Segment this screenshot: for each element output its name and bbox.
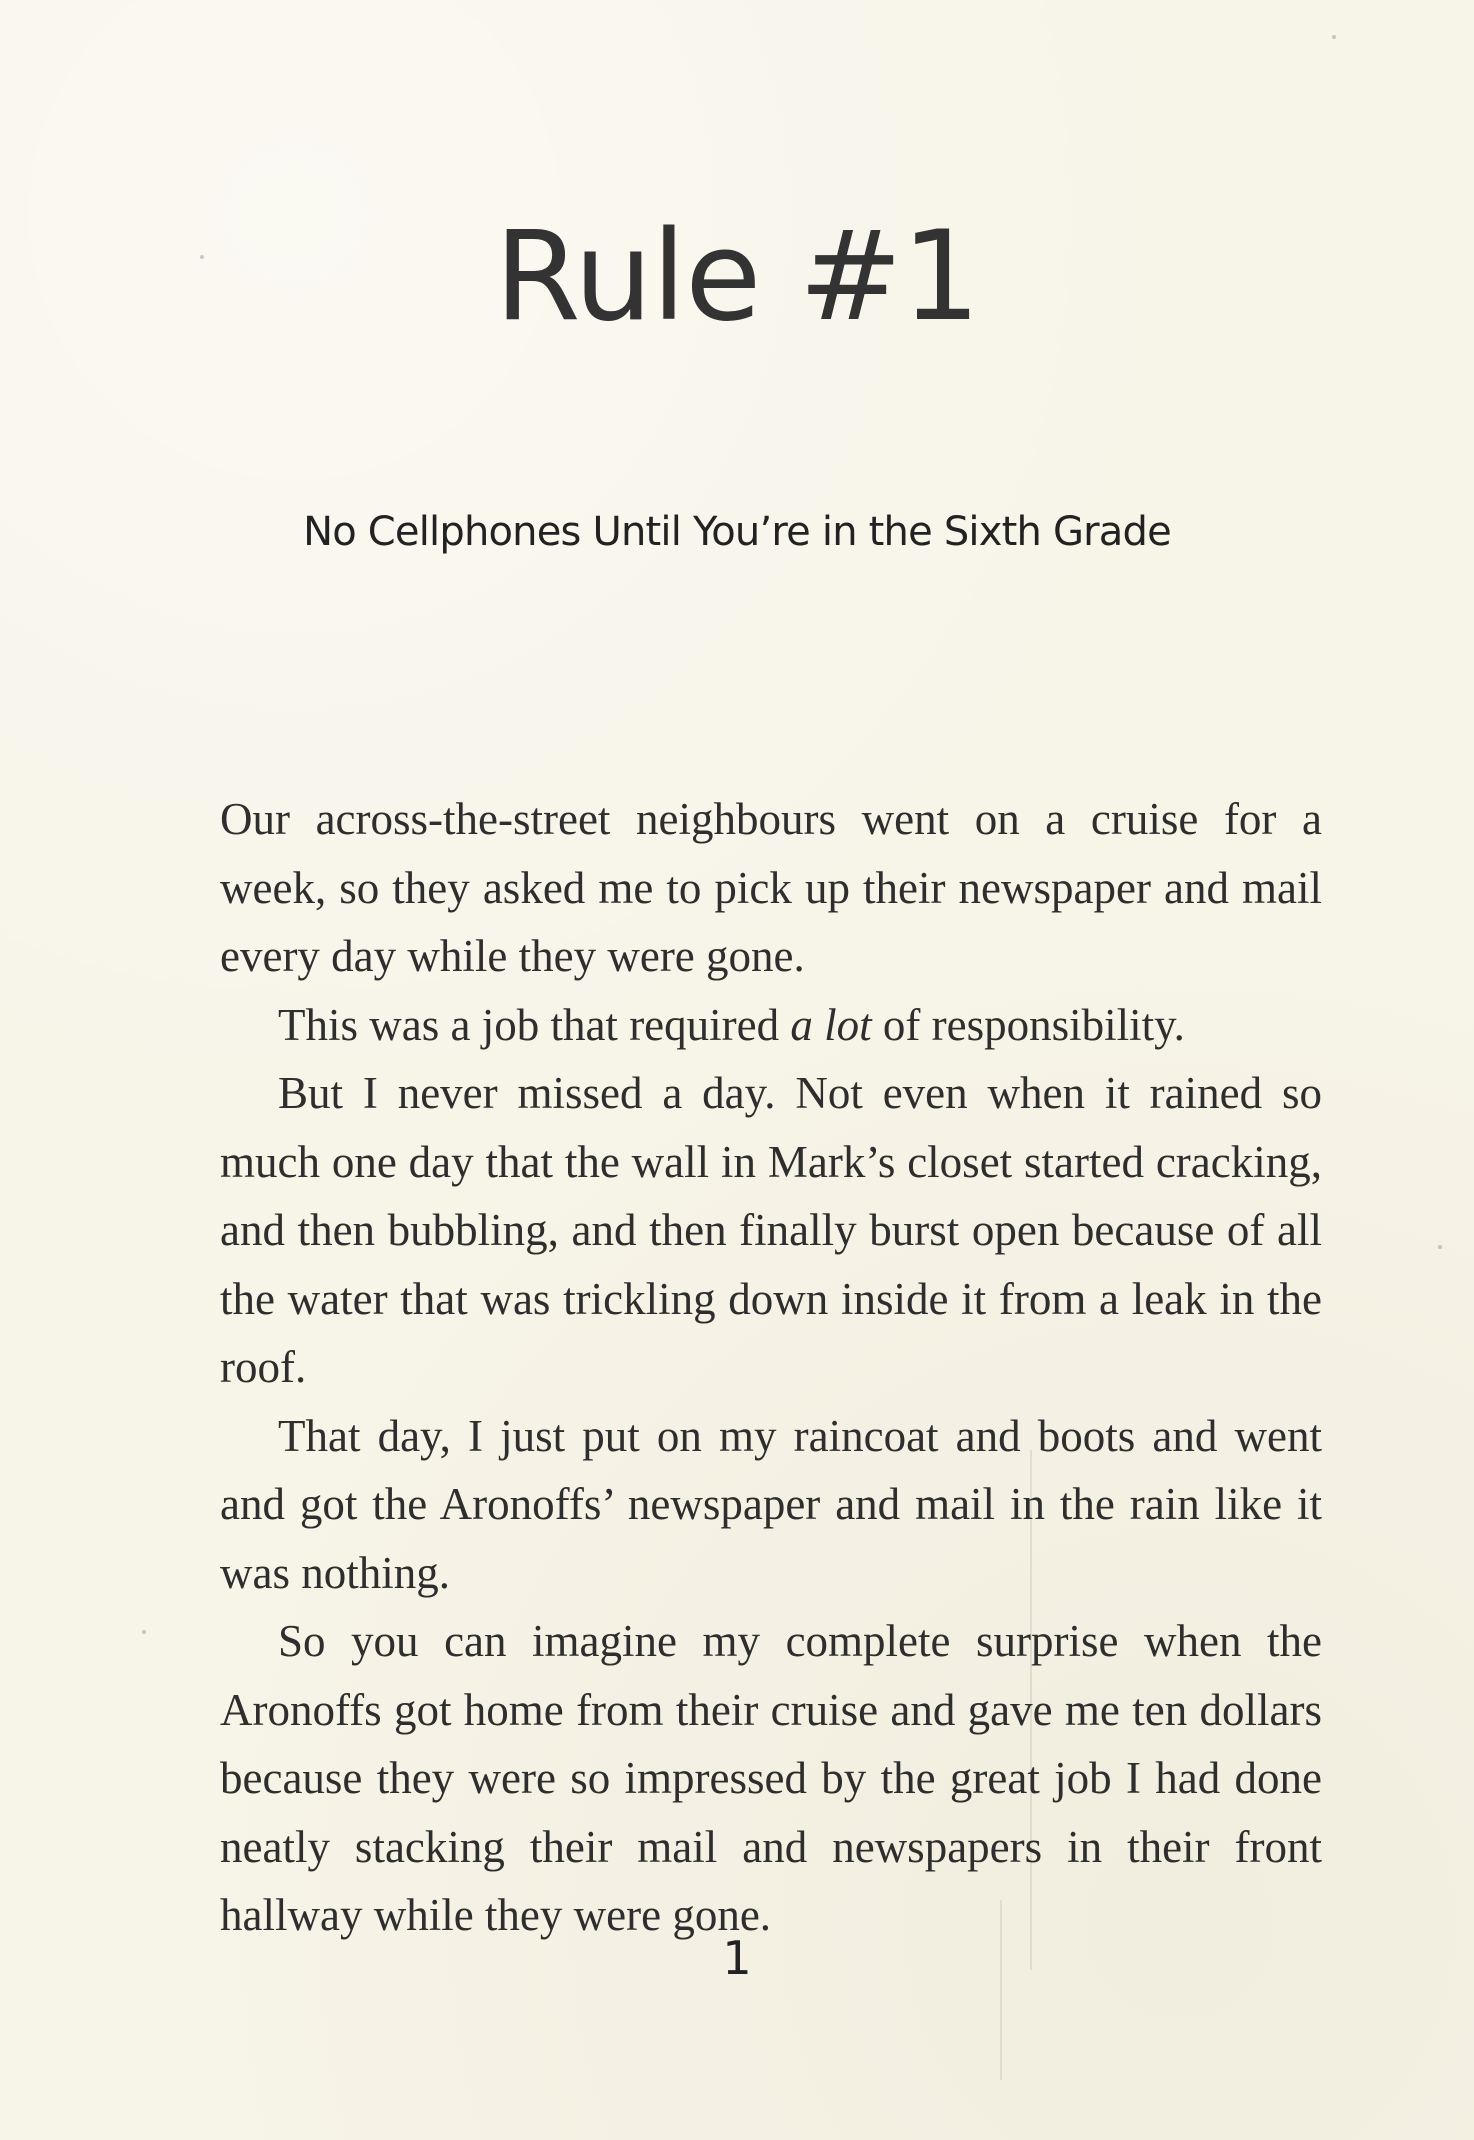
emphasis-text: a lot: [790, 999, 872, 1050]
paragraph-1: Our across-the-street neighbours went on a cruise for a week, so they asked me to pick up their newspaper and mail every day while they were gone.: [220, 794, 1322, 981]
dust-speck: [1438, 1245, 1442, 1249]
chapter-subtitle: No Cellphones Until You’re in the Sixth Grade: [303, 509, 1171, 555]
paragraph-5: So you can imagine my complete surprise when the Aronoffs got home from their cruise and gave me ten dollars because they were so impressed by the great job I had done neatly stacking their mail and newspapers in their front hallway while they were gone.: [220, 1616, 1322, 1940]
paragraph-2-text-after: of responsibility.: [871, 999, 1185, 1050]
paragraph-3: But I never missed a day. Not even when it rained so much one day that the wall in Mark’s closet started cracking, and then bubbling, and then finally burst open because of all the water that was trickling down inside it from a leak in the roof.: [220, 1068, 1322, 1392]
paragraph-4: That day, I just put on my raincoat and boots and went and got the Aronoffs’ newspaper and mail in the rain like it was nothing.: [220, 1410, 1322, 1598]
paragraph-2: [220, 991, 1322, 1060]
chapter-title: Rule #1: [494, 205, 980, 349]
page-number: 1: [722, 1931, 752, 1985]
dust-speck: [1332, 35, 1336, 39]
paragraph-2-text-before: This was a job that required: [278, 999, 791, 1050]
body-text: [220, 785, 1322, 1950]
dust-speck: [142, 1630, 146, 1634]
